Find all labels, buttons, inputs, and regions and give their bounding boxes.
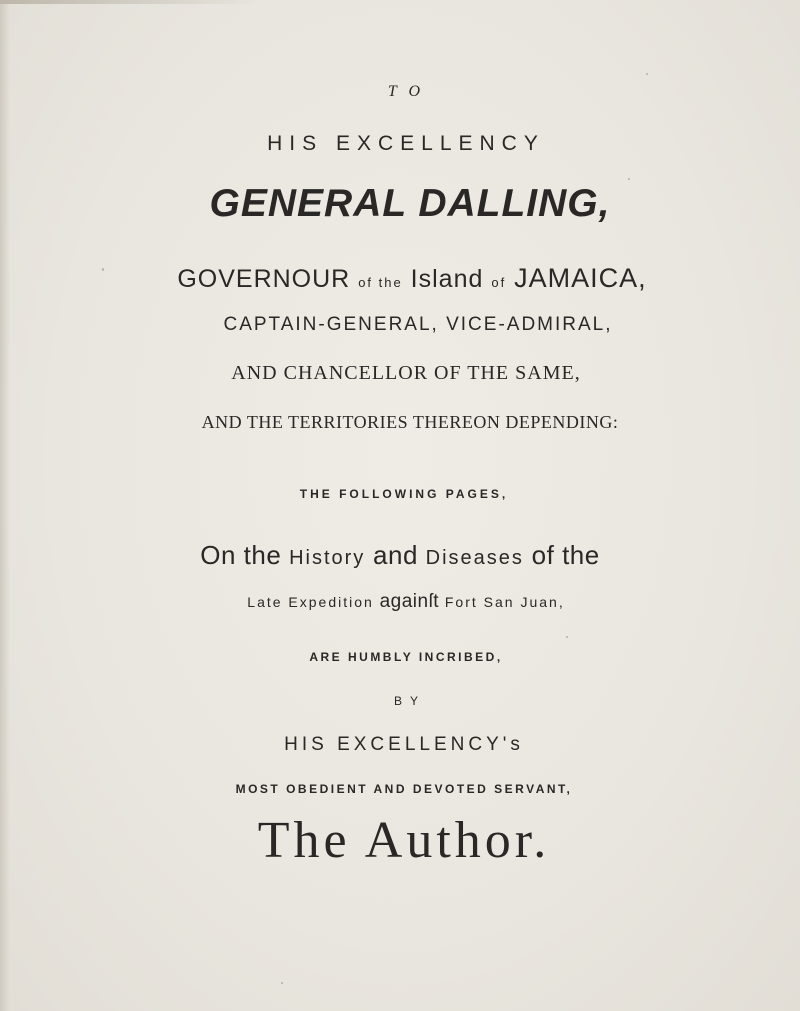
author-signature bbox=[0, 812, 800, 869]
expedition-line bbox=[0, 592, 800, 611]
author-text: Author. bbox=[364, 812, 551, 869]
chancellor-line: AND CHANCELLOR OF THE SAME, bbox=[231, 362, 581, 384]
following-pages-line: THE FOLLOWING PAGES, bbox=[299, 487, 509, 501]
paper-speck bbox=[281, 982, 283, 984]
captain-general-line: CAPTAIN-GENERAL, VICE-ADMIRAL, bbox=[223, 314, 613, 335]
dedicatee-name: GENERAL DALLING, bbox=[209, 182, 611, 225]
of-text: of bbox=[491, 275, 507, 290]
history-text: History bbox=[289, 547, 366, 569]
island-text: Island bbox=[410, 265, 484, 293]
territories-line: AND THE TERRITORIES THEREON DEPENDING: bbox=[201, 412, 619, 432]
paper-speck bbox=[628, 178, 630, 180]
of-the-subject-text: of the bbox=[531, 540, 600, 570]
governour-line bbox=[0, 265, 800, 292]
paper-speck bbox=[566, 636, 568, 638]
diseases-text: Diseases bbox=[425, 547, 524, 569]
governour-title: GOVERNOUR bbox=[177, 265, 351, 293]
his-excellency-heading: HIS EXCELLENCY bbox=[267, 132, 545, 155]
servant-line: MOST OBEDIENT AND DEVOTED SERVANT, bbox=[235, 782, 573, 796]
humbly-inscribed-line: ARE HUMBLY INCRIBED, bbox=[309, 650, 503, 664]
of-the-text: of the bbox=[358, 275, 403, 290]
by-line: BY bbox=[393, 694, 426, 708]
the-text: The bbox=[257, 812, 351, 869]
jamaica-text: JAMAICA, bbox=[514, 263, 647, 293]
subject-line bbox=[0, 542, 800, 568]
and-text: and bbox=[373, 540, 418, 570]
against-text: againſt bbox=[379, 591, 440, 612]
paper-speck bbox=[102, 268, 104, 271]
late-expedition-text: Late Expedition bbox=[247, 594, 374, 610]
dedication-to: T O bbox=[387, 83, 425, 100]
his-excellencys-line: HIS EXCELLENCY's bbox=[284, 734, 524, 755]
fort-san-juan-text: Fort San Juan, bbox=[444, 594, 565, 610]
on-the-text: On the bbox=[200, 540, 282, 570]
page-top-edge bbox=[0, 0, 260, 4]
paper-speck bbox=[646, 73, 648, 75]
